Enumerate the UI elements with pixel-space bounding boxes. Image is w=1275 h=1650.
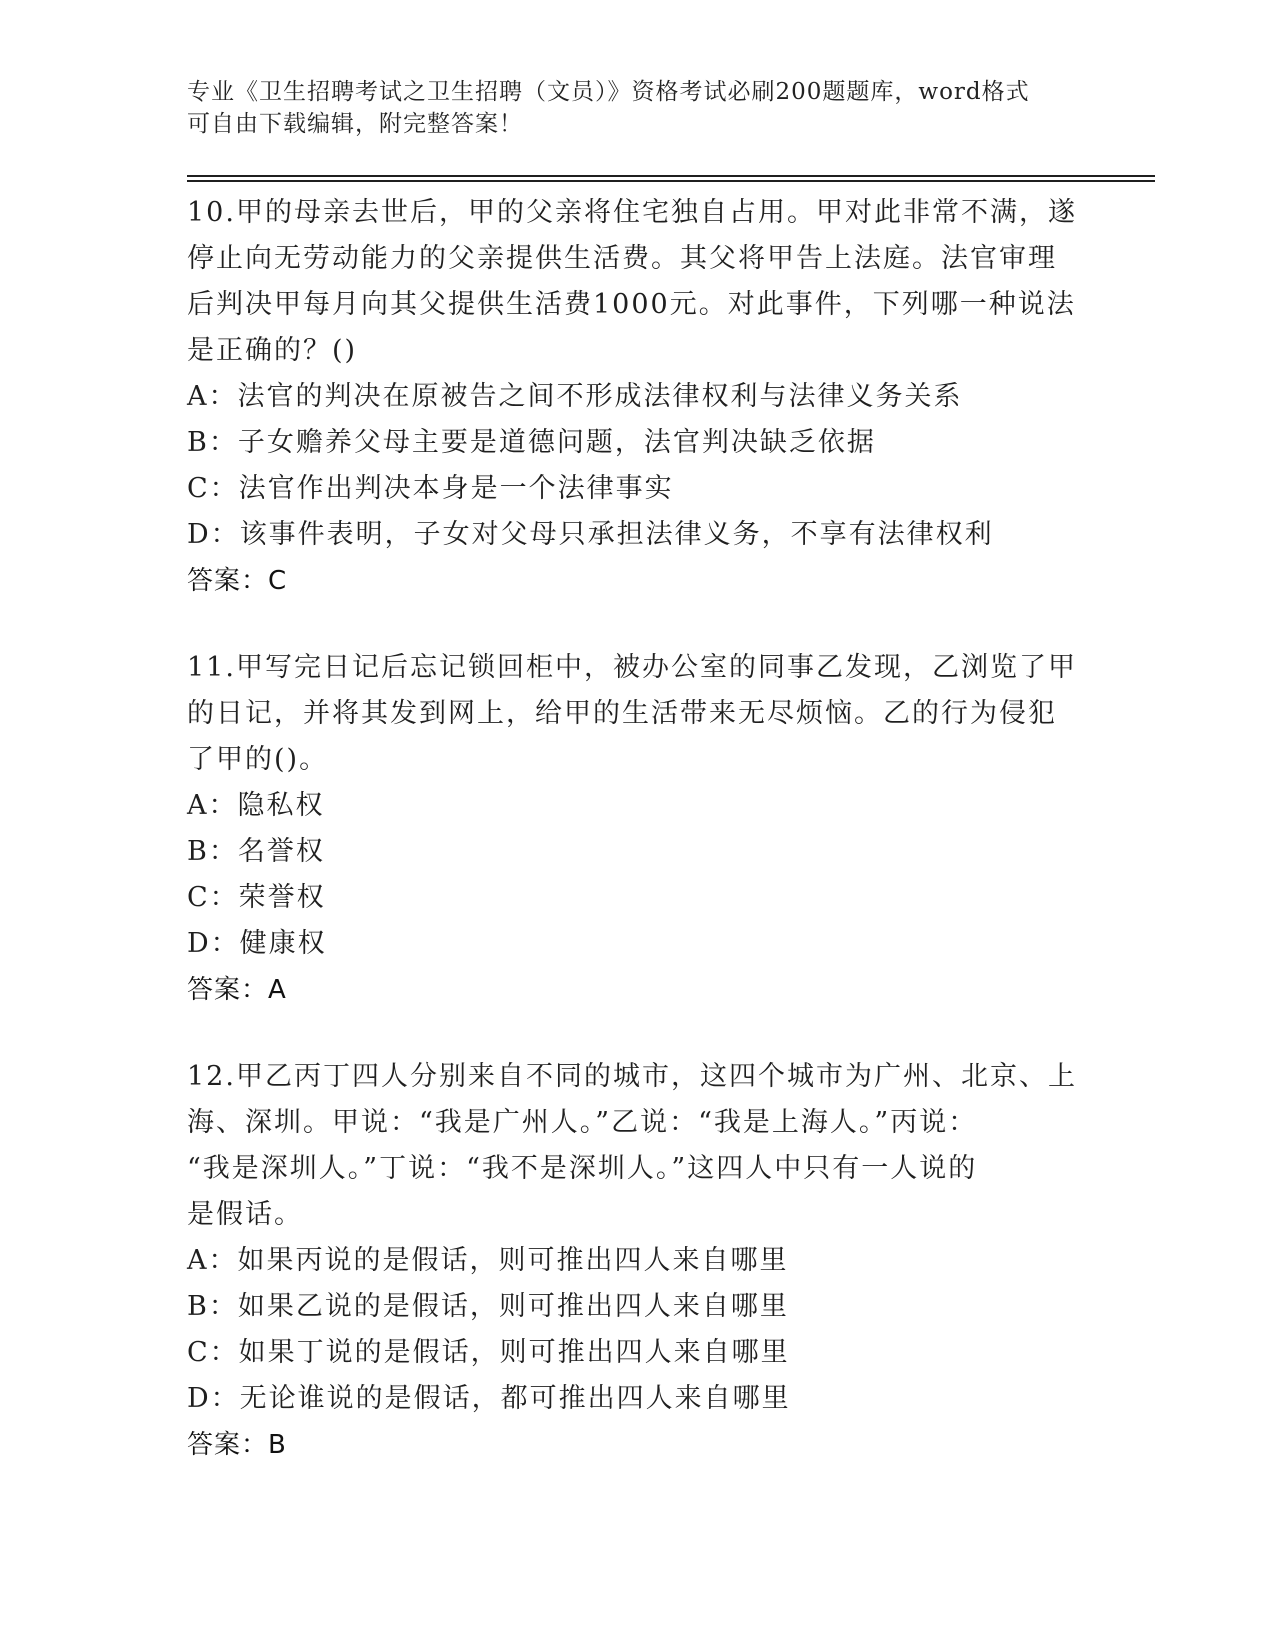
option-d: D：该事件表明，子女对父母只承担法律义务，不享有法律权利 <box>187 519 994 550</box>
header-divider-bottom <box>187 180 1155 182</box>
answer: 答案：B <box>187 1430 287 1460</box>
question-stem-line: 停止向无劳动能力的父亲提供生活费。其父将甲告上法庭。法官审理 <box>187 243 1057 274</box>
question-12 <box>187 1054 1087 1468</box>
option-d: D：健康权 <box>187 928 327 959</box>
question-stem-line: 10.甲的母亲去世后，甲的父亲将住宅独自占用。甲对此非常不满，遂 <box>187 197 1077 228</box>
question-10 <box>187 190 1087 604</box>
option-a: A：如果丙说的是假话，则可推出四人来自哪里 <box>187 1245 789 1276</box>
option-a: A：法官的判决在原被告之间不形成法律权利与法律义务关系 <box>187 381 963 412</box>
question-stem-line: 11.甲写完日记后忘记锁回柜中，被办公室的同事乙发现，乙浏览了甲 <box>187 652 1077 683</box>
question-stem-line: 海、深圳。甲说：“我是广州人。”乙说：“我是上海人。”丙说： <box>187 1107 978 1138</box>
option-b: B：如果乙说的是假话，则可推出四人来自哪里 <box>187 1291 789 1322</box>
question-11 <box>187 645 1087 1013</box>
header-divider-top <box>187 175 1155 177</box>
header-line-1: 专业《卫生招聘考试之卫生招聘（文员）》资格考试必刷200题题库，word格式 <box>187 79 1030 105</box>
answer: 答案：C <box>187 566 288 596</box>
answer: 答案：A <box>187 975 287 1005</box>
option-d: D：无论谁说的是假话，都可推出四人来自哪里 <box>187 1383 791 1414</box>
document-header <box>187 76 1067 140</box>
question-stem-line: 了甲的()。 <box>187 744 329 775</box>
option-a: A：隐私权 <box>187 790 325 821</box>
question-stem-line: 是正确的？() <box>187 335 358 366</box>
question-stem-line: 的日记，并将其发到网上，给甲的生活带来无尽烦恼。乙的行为侵犯 <box>187 698 1057 729</box>
question-stem-line: 后判决甲每月向其父提供生活费1000元。对此事件，下列哪一种说法 <box>187 289 1076 320</box>
question-stem-line: “我是深圳人。”丁说：“我不是深圳人。”这四人中只有一人说的 <box>187 1153 978 1184</box>
option-b: B：子女赡养父母主要是道德问题，法官判决缺乏依据 <box>187 427 876 458</box>
question-stem-line: 是假话。 <box>187 1199 303 1230</box>
option-c: C：法官作出判决本身是一个法律事实 <box>187 473 674 504</box>
option-c: C：如果丁说的是假话，则可推出四人来自哪里 <box>187 1337 790 1368</box>
question-stem-line: 12.甲乙丙丁四人分别来自不同的城市，这四个城市为广州、北京、上 <box>187 1061 1077 1092</box>
option-c: C：荣誉权 <box>187 882 326 913</box>
header-line-2: 可自由下载编辑，附完整答案！ <box>187 111 523 137</box>
option-b: B：名誉权 <box>187 836 325 867</box>
